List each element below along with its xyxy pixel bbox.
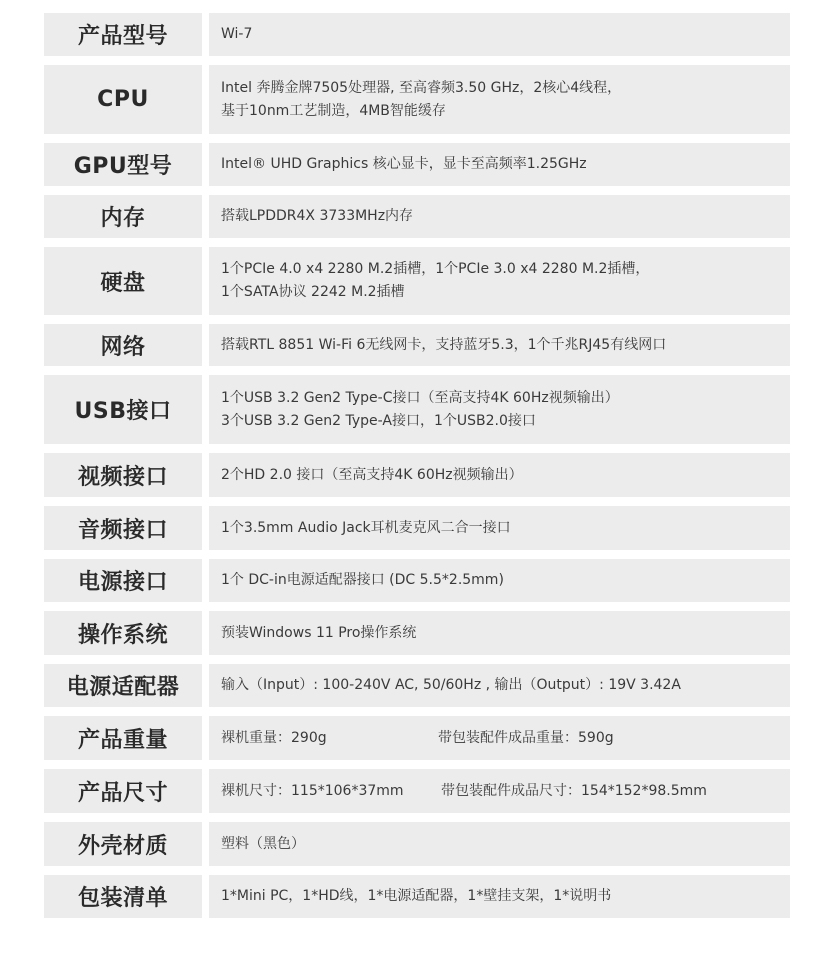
spec-label: 产品尺寸 bbox=[44, 769, 202, 813]
spec-value-line: 基于10nm工艺制造，4MB智能缓存 bbox=[221, 102, 446, 119]
spec-label: GPU型号 bbox=[44, 143, 202, 186]
spec-value bbox=[209, 375, 790, 444]
spec-row-weight bbox=[44, 716, 790, 760]
spec-label: 外壳材质 bbox=[44, 822, 202, 866]
spec-value-line: 塑料（黑色） bbox=[221, 835, 305, 852]
spec-value-line: 1个 DC-in电源适配器接口 (DC 5.5*2.5mm) bbox=[221, 572, 504, 588]
spec-value-line: 1*Mini PC，1*HD线，1*电源适配器，1*壁挂支架，1*说明书 bbox=[221, 888, 612, 904]
spec-row-storage bbox=[44, 247, 790, 315]
spec-row-size bbox=[44, 769, 790, 813]
spec-value-line: 1个3.5mm Audio Jack耳机麦克风二合一接口 bbox=[221, 519, 511, 536]
spec-label: CPU bbox=[44, 65, 202, 134]
spec-row-audio bbox=[44, 506, 790, 550]
spec-value-line: Intel 奔腾金牌7505处理器, 至高睿频3.50 GHz，2核心4线程， bbox=[221, 79, 622, 96]
spec-label: 硬盘 bbox=[44, 247, 202, 315]
spec-value-line: 1个SATA协议 2242 M.2插槽 bbox=[221, 284, 405, 300]
spec-row-adapter bbox=[44, 664, 790, 707]
spec-value bbox=[209, 822, 790, 866]
spec-row-package bbox=[44, 875, 790, 918]
spec-value-line: Wi-7 bbox=[221, 26, 253, 42]
spec-value bbox=[209, 143, 790, 186]
spec-row-memory bbox=[44, 195, 790, 238]
spec-value bbox=[209, 324, 790, 366]
spec-row-network bbox=[44, 324, 790, 366]
spec-row-material bbox=[44, 822, 790, 866]
spec-label: 产品型号 bbox=[44, 13, 202, 56]
spec-value-col: 带包装配件成品尺寸：154*152*98.5mm bbox=[441, 782, 707, 799]
spec-value-col: 裸机重量：290g bbox=[221, 729, 327, 746]
spec-label: 电源接口 bbox=[44, 559, 202, 602]
spec-row-model bbox=[44, 13, 790, 56]
spec-value-line: 2个HD 2.0 接口（至高支持4K 60Hz视频输出） bbox=[221, 466, 523, 483]
spec-value-line: 搭载RTL 8851 Wi-Fi 6无线网卡，支持蓝牙5.3，1个千兆RJ45有线网口 bbox=[221, 336, 667, 353]
spec-label: 网络 bbox=[44, 324, 202, 366]
spec-label: 产品重量 bbox=[44, 716, 202, 760]
spec-value-line: 搭载LPDDR4X 3733MHz内存 bbox=[221, 208, 414, 224]
spec-value-col: 带包装配件成品重量：590g bbox=[438, 729, 614, 746]
spec-value-line: 预装Windows 11 Pro操作系统 bbox=[221, 624, 417, 641]
spec-value bbox=[209, 716, 790, 760]
spec-label: 音频接口 bbox=[44, 506, 202, 550]
spec-value-line: 1个USB 3.2 Gen2 Type-C接口（至高支持4K 60Hz视频输出） bbox=[221, 389, 619, 406]
spec-label: 包装清单 bbox=[44, 875, 202, 918]
spec-value bbox=[209, 247, 790, 315]
spec-value bbox=[209, 453, 790, 497]
spec-value bbox=[209, 664, 790, 707]
spec-label: USB接口 bbox=[44, 375, 202, 444]
spec-label: 电源适配器 bbox=[44, 664, 202, 707]
spec-value-line: Intel® UHD Graphics 核心显卡，显卡至高频率1.25GHz bbox=[221, 156, 587, 172]
spec-row-video bbox=[44, 453, 790, 497]
spec-label: 操作系统 bbox=[44, 611, 202, 655]
spec-label: 内存 bbox=[44, 195, 202, 238]
spec-value bbox=[209, 13, 790, 56]
spec-value-col: 裸机尺寸：115*106*37mm bbox=[221, 782, 404, 799]
spec-value bbox=[209, 611, 790, 655]
spec-value bbox=[209, 875, 790, 918]
spec-value bbox=[209, 559, 790, 602]
spec-value bbox=[209, 506, 790, 550]
spec-label: 视频接口 bbox=[44, 453, 202, 497]
spec-value-line: 1个PCIe 4.0 x4 2280 M.2插槽，1个PCIe 3.0 x4 2280 M.2插槽， bbox=[221, 261, 650, 277]
spec-row-os bbox=[44, 611, 790, 655]
spec-row-power-port bbox=[44, 559, 790, 602]
spec-value-line: 输入（Input）: 100-240V AC, 50/60Hz , 输出（Output）: 19V 3.42A bbox=[221, 677, 681, 693]
spec-value bbox=[209, 65, 790, 134]
spec-value-line: 3个USB 3.2 Gen2 Type-A接口，1个USB2.0接口 bbox=[221, 412, 536, 429]
spec-value bbox=[209, 195, 790, 238]
spec-row-usb bbox=[44, 375, 790, 444]
spec-value bbox=[209, 769, 790, 813]
spec-row-cpu bbox=[44, 65, 790, 134]
spec-table bbox=[44, 13, 790, 927]
spec-row-gpu bbox=[44, 143, 790, 186]
